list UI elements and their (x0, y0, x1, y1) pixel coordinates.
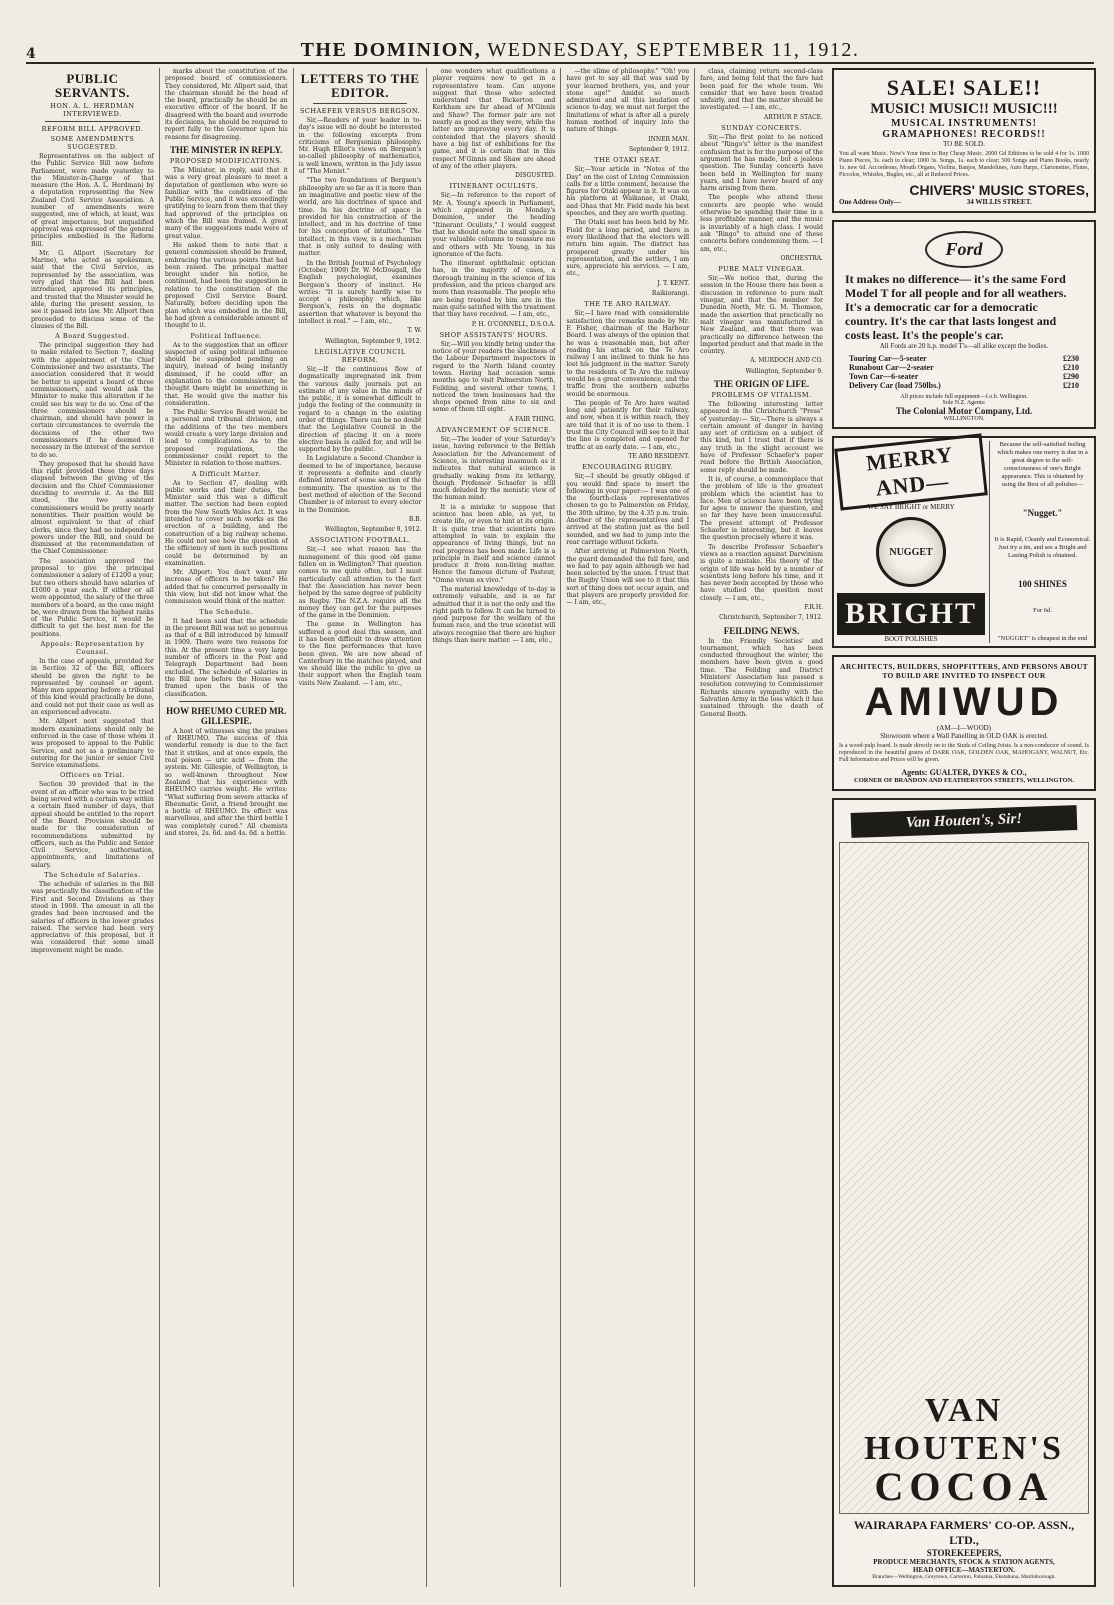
ford-logo: Ford (925, 231, 1002, 268)
ad-van-houtens-cocoa (832, 798, 1096, 1587)
sale-body: You all want Music. Now's Your time to Buy Cheap Music. 2000 Gd Editions to be sold 4 for 1s. 1000 Piano Pieces, 3s. each to clear; 1000 3s. Songs, 1s. each to clear; 500 Songs and Piano Books, nearly 1s. new 6d. Accordeons, Mouth Organs, Violins, Banjos, Mandolines, Auto Harps, Clarionettes, Flutes, Piccolos, Whistles, Bugles, etc., all at Reduced Prices. (839, 151, 1089, 178)
model-price: £210 (1063, 363, 1079, 372)
divider (313, 103, 408, 104)
issue-date: WEDNESDAY, SEPTEMBER 11, 1912. (487, 39, 860, 61)
letter-paragraph: The Otaki seat has been held by Mr. Field for a long period, and there is every likelihood that the electors will return him again. The district has prospered greatly under his representation, and the settlers, I am sure, appreciate his services. — I am, etc., (566, 219, 690, 278)
divider (45, 121, 140, 122)
letter-paragraph: Sir,—I see what reason has the management of this good old game fallen on in Wellington? That question comes to me quite often, but I must particularly call attention to the fact that the Association has never been helped by the same degree of publicity as Rugby. The N.Z.A. require all the money they can get for the purposes of the game in the Dominion. (298, 546, 422, 620)
letter-signature: B.B. (408, 515, 422, 523)
letter-paragraph: Sir,—If the continuous flow of dogmatically impregnated ink from the various daily journals put an estimate of any value in the minds of the public, it is somewhat difficult to judge the feeling of the community in regard to a change in the existing order of things. There can be no doubt that the Legislative Council in the direction of placing it on a more elective basis is called for, and will be supported by the public. (298, 365, 422, 454)
model-name: Town Car—6-seater (849, 372, 919, 381)
article-paragraph: The schedule of salaries in the Bill was practically the classification of the First and Second Divisions as they stood in 1908. The amount in all the grades had been increased and the salaries of officers in the lower grades raised. The service had been very appreciative of this proposal, but it was considered that some small improvement might be made. (31, 881, 154, 954)
ford-slogan: It makes no difference— it's the same Ford Model T for all people and for all weathers. It's a democratic car for a democratic country. It's the car that lasts longest and costs least. It's the people's car. (845, 272, 1067, 342)
section-heading: A Board Suggested. (55, 332, 130, 341)
article-paragraph: He asked them to note that a general commission should be framed, embracing the various points that had been raised. The principal matter brought under his notice, he continued, had been the suggestion in relation to the constitution of the proposed Civil Service Board. Naturally, before deciding upon the plan which was embodied in the Bill, he had given a considerable amount of thought to it. (164, 241, 288, 330)
headline-minister-reply: THE MINISTER IN REPLY. (170, 144, 283, 155)
model-name: Delivery Car (load 750lbs.) (849, 381, 941, 390)
chivers-footer (839, 182, 1089, 206)
sale-music: MUSIC! MUSIC!! MUSIC!!! (870, 101, 1058, 117)
ford-price-list (849, 354, 1079, 390)
amiwud-wordmark: AMIWUD (864, 680, 1064, 724)
letter-signature: DISGUSTED. (515, 172, 556, 180)
nugget-boot-polish: BOOT POLISHES (884, 635, 938, 643)
letter-paragraph: In the British Journal of Psychology (October, 1909) Dr. W. McDougall, the English psychologist, examines Bergson's theory of instinct. He writes: "It is surely hardly wise to accept a philosophy which, like Bergson's, rests on the dogmatic assertion that whatever is beyond the intellect is real." — I am, etc., (298, 259, 422, 326)
letter-signature: F.R.H. (804, 604, 823, 611)
article-paragraph: In the case of appeals, provided for in Section 32 of the Bill, officers should be given the right to be represented by counsel or agent. Many men appearing before a tribunal of this kind would practically be done, and could not put their case as well as an experienced advocate. (31, 658, 154, 717)
section-heading: Appeals: Representation by Counsel. (40, 640, 145, 656)
subheading: PROBLEMS OF VITALISM. (711, 390, 812, 399)
nugget-merry: MERRY AND— (834, 433, 988, 510)
letter-paragraph: "The two foundations of Bergson's philosophy are so far as it is more than an imaginative and poetic view of the world, are his doctrines of space and time. In his doctrine of space is provided for his construction of the intellect, and in his doctrine of time for his conception of intuition." The intellect, in this view, is a mechanism that is only suited to dealing with matter. (298, 177, 422, 258)
article-paragraph: It is, of course, a commonplace that the problem of life is the greatest problem which the scientist has to face. Men of science have been trying for ages to answer the question, and so far they have been unsuccessful. The present attempt of Professor Schaefer is interesting, but it leaves the question precisely where it was. (700, 475, 823, 542)
letter-paragraph: Sir,—Your article in "Notes of the Day" on the cost of Living Commission calls for a little comment, because the figures for Otaki appear in it. It was on his platform at Waikanae, at Otaki, and Ohau that Mr. Field made his best speeches, and they are worth quoting. (566, 166, 690, 218)
letter-paragraph: The material knowledge of to-day is extremely valuable, and is so far admitted that it is not the only and the right path to follow. It can be turned to good purpose for the welfare of the human race, and the true scientist will always recognise that there are higher things than mere matter. — I am, etc., (432, 586, 556, 645)
letter-signature: ORCHESTRA. (780, 254, 823, 262)
letter-heading: THE OTAKI SEAT. (594, 156, 662, 165)
page-number: 4 (26, 46, 36, 62)
wfc-office: HEAD OFFICE—MASTERTON. (913, 1566, 1015, 1574)
letter-paragraph: —the slime of philosophy." "Oh! you have got to say all that was said by your learned brothers, yes, and your stone age!" Amidst so much admiration and all this laudation of science to-day, we must not forget the limitations of what is after all a purely human method of inquiry into the nature of things. (566, 68, 690, 134)
headline-feilding-news: FEILDING NEWS. (723, 625, 800, 636)
column-4 (427, 68, 561, 1587)
letter-paragraph: Sir,—In reference to the report of Mr. A. Young's speech in Parliament, which appeared in Monday's Dominion, under the heading "Itinerant Oculists," I would suggest that he should note the small space in your valuable columns to reassure me and others with Mr. Young, in his ignorance of the facts. (432, 192, 556, 258)
letter-heading: SUNDAY CONCERTS. (721, 124, 802, 133)
chivers-store (909, 182, 1089, 206)
van-houten-tagline: Van Houten's, Sir! (851, 805, 1078, 838)
ford-company: The Colonial Motor Company, Ltd. (895, 406, 1033, 416)
article-paragraph: The principal suggestion they had to make related to Section 7, dealing with the appointment of the Chief Commissioner and two assistants. The association considered that it would be better to appoint a board of three commissioners, and would ask the Minister to make this alteration if he could see his way to do so. One of the three commissioners should be chairman, and should have power in certain circumstances to overrule the decisions of the other two commissioners if he deemed it necessary in the interest of the service to do so. (31, 342, 154, 459)
wfc-line: PRODUCE MERCHANTS, STOCK & STATION AGENTS, (873, 1558, 1055, 1566)
nugget-copy-3: "NUGGET" is cheapest in the end (997, 634, 1088, 642)
letter-signature: A. MURDOCH AND CO. (750, 357, 823, 365)
article-paragraph: As to Section 47, dealing with public works and their duties, the Minister said this was a difficult matter. The section had been copied from the New South Wales Act. It was intended to cover such works as the erection of a building, and the construction of a big railway scheme. He could not see how the question of the efficiency of men in such positions could be determined by an examination. (164, 479, 288, 567)
nugget-for: For 6d. (1033, 607, 1052, 615)
nugget-we-say: WE SAY BRIGHT or MERRY (867, 503, 955, 511)
advertisement-column (832, 68, 1096, 1587)
article-paragraph: A host of witnesses sing the praises of RHEUMO. The success of this wonderful remedy is due to the fact that it strikes, and at once expels, the real poison — uric acid — from the system. Mr. Gillespie, of Wellington, is so well-known throughout New Zealand that his experience with RHEUMO carries weight. He writes: "What suffering from severe attacks of Rheumatic Gout, a friend brought me a bottle of RHEUMO. Its effect was marvellous, and after the third bottle I was completely cured." All chemists and stores, 2s. 6d. and 4s. 6d. a bottle. (164, 727, 288, 838)
sale-to-be-sold: TO BE SOLD. (943, 140, 985, 148)
letter-signature: ARTHUR P. STACE. (763, 113, 823, 121)
masthead (26, 36, 1094, 64)
article-paragraph: The association approved the proposal to give the principal commissioner a salary of £1200 a year, but two others should have salaries of £1000 a year each. If either or all were appointed, the salary of the three members of a board, as the case might be, were drawn from the highest ranks of the Public Service, it would be difficult to get the best men for the positions. (31, 557, 154, 638)
letter-heading: LEGISLATIVE COUNCIL REFORM. (314, 347, 406, 364)
headline-letters: LETTERS TO THE EDITOR. (300, 71, 420, 100)
letter-date: Wellington, September 9. (745, 367, 823, 375)
letter-heading: ITINERANT OCULISTS. (449, 182, 539, 191)
ad-chivers-music-sale (832, 68, 1096, 213)
amiwud-pronunciation: (AM—I—WOOD) (936, 724, 992, 732)
letter-paragraph: The itinerant ophthalmic optician has, in the majority of cases, a thorough training in the science of his profession, and the prices charged are more than reasonable. The people who are being treated by him are in the main quite satisfied with the treatment that they have received. — I am, etc., (432, 260, 556, 319)
article-paragraph: Section 39 provided that in the event of an officer who was to be tried being served with a certain way within a certain fixed number of days, that appeal should be entitled to the report of the Board. Provision should be made for the consideration of recommendations submitted by officers, such as the Public and Senior Civil Service, authorisation, appointments, and limitations of salary. (31, 781, 154, 869)
letter-paragraph: The people who attend these concerts are people who would otherwise be spending their time in a less profitable manner, and the music is invariably of a high class. I would ask "Ringo" to attend one of these concerts before condemning them. — I am, etc., (700, 194, 823, 253)
section-heading: The Schedule. (199, 607, 253, 616)
letter-paragraph: In Legislature a Second Chamber is deemed to be of importance, because it represents a definite and clearly defined interest of some section of the community. The question as to the best method of election of the Second Chamber is of interest to every elector in the Dominion. (298, 455, 422, 514)
van-word: VAN (924, 1392, 1004, 1429)
ford-price-line: All Fords are 20 h.p. model T's—all alike except the bodies. (879, 342, 1049, 350)
letter-paragraph: The game in Wellington has suffered a good deal this season, and it has been difficult to draw attention to the fine performances that have been given. We are now ahead of Canterbury in the matches played, and we should like the public to give us their support when the English team visits New Zealand. — I am, etc., (298, 621, 422, 687)
ford-note: All prices include full equipment—f.o.b. Wellington. (900, 394, 1028, 400)
article-paragraph: Representatives on the subject of the Public Service Bill now before Parliament, were made yesterday to the Minister-in-Charge of that measure (the Hon. A. L. Herdman) by a deputation representing the New Zealand Civil Service Association. A number of amendments were suggested, one of which, at least, was of great importance, but unqualified approval was expressed of the general principles embodied in the Reform Bill. (31, 153, 154, 248)
letter-heading: ASSOCIATION FOOTBALL. (309, 536, 411, 545)
column-6 (695, 68, 828, 1587)
subheading: REFORM BILL APPROVED. (41, 125, 144, 133)
letter-heading: PURE MALT VINEGAR. (718, 265, 805, 274)
article-paragraph: marks about the constitution of the proposed board of commissioners. They considered, Mr. Allport said, that the chairman should be the head of the board, practically he should be an executive officer of the board. If he disagreed with the board and overrode its decisions, he should be required to report fully to the Governor upon his reasons for disagreeing. (164, 68, 288, 141)
letter-paragraph: Sir,—We notice that, during the session in the House there has been a discussion in reference to pure malt vinegar, and that the member for Dunedin North, Mr. G. M. Thomson, made the assertion that practically no malt vinegar was manufactured in New Zealand, and that there was practically no difference between the imported product and that made in the country. (700, 275, 823, 356)
nugget-bright: BRIGHT (837, 593, 985, 635)
letter-paragraph: Sir,—I have read with considerable satisfaction the remarks made by Mr. F. Fisher, chairman of the Harbour Board. I was always of the opinion that he was a reasonable man, but after reading his attack on the Te Aro railway I am inclined to think he has lost his judgment in the matter. Surely to the residents of Te Aro the railway would be a great convenience, and the traffic from the southern suburbs would be enormous. (566, 310, 690, 398)
article-paragraph: To describe Professor Schaefer's views as a reaction against Darwinism is quite a mistake. His theory of the origin of life was held by a number of scientists long before his time, and it has never been accepted by those who have studied the question most closely. — I am, etc., (700, 543, 823, 602)
van-houten-artwork (839, 842, 1089, 1514)
ad-amiwud (832, 655, 1096, 791)
subheading: HON. A. L. HERDMAN INTERVIEWED. (50, 102, 135, 118)
section-heading: Officers on Trial. (59, 771, 125, 780)
amiwud-showroom: Showroom where a Wall Panelling in OLD OAK is erected. (880, 732, 1048, 740)
article-paragraph: Mr. G. Allport (Secretary for Marine), who acted as spokesman, said that the Civil Service, as represented by the association, was very glad that the Bill had been introduced, approved its principles, and trusted that the Minister would be able, during the present session, to see it passed into law. Mr. Allport then proceeded to discuss some of the clauses of the Bill. (31, 249, 154, 330)
letter-paragraph: It is a mistake to suppose that science has been able, as yet, to create life, or even to hint at its origin. It is quite true that scientists have attempted in vain to explain the appearance of living things, but no real progress has been made. Life is a principle in itself and science cannot produce it from non-living matter. Hence the famous dictum of Pasteur, "Omne vivum ex vivo." (432, 503, 556, 584)
nugget-word: "Nugget." (1022, 507, 1063, 518)
nugget-copy-1: Because the self-satisfied feeling which makes one merry is due in a great degree to the self-consciousness of one's Bright appearance. This is obtained by using the Best of all polishes— (997, 441, 1088, 488)
headline-rheumo: HOW RHEUMO CURED MR. GILLESPIE. (166, 705, 287, 726)
letter-heading: THE TE ARO RAILWAY. (584, 300, 672, 309)
article-paragraph: The Public Service Board would be a personal and tribunal division, and the additions of the two members would create a very large division and lead to complications. As to the proposed regulations, the commissioner could report to the Minister in relation to those matters. (164, 409, 288, 468)
chivers-address: 34 WILLIS STREET. (966, 198, 1032, 206)
sale-title: SALE! SALE!! (886, 75, 1042, 100)
wfc-branches: Branches—Wellington, Greytown, Carterton, Pahiatua, Eketahuna, Martinborough. (872, 1574, 1056, 1580)
chivers-name: CHIVERS' MUSIC STORES, (909, 182, 1089, 198)
sale-instruments: MUSICAL INSTRUMENTS! (891, 118, 1037, 129)
model-name: Touring Car—5-seater (849, 354, 927, 363)
amiwud-agents: Agents: GUALTER, DYKES & CO., (901, 768, 1027, 777)
letter-signature: P. H. O'CONNELL, D.S.O.A. (471, 320, 556, 328)
houtens-word: HOUTEN'S (864, 1430, 1064, 1467)
section-heading: The Schedule of Salaries. (44, 871, 141, 880)
letter-paragraph: Sir,—Readers of your leader in to-day's issue will no doubt be interested in the following excerpts from criticisms of Bergsonian philosophy. Mr. Hugh Elliot's views on Bergson's so-called philosophy of mathematics, is well known, written in the July issue of "The Monist." (298, 117, 422, 176)
cocoa-word: COCOA (874, 1464, 1054, 1509)
nugget-shines: 100 SHINES (1018, 578, 1067, 589)
polish-tin-icon: NUGGET (876, 517, 946, 587)
letter-heading: SCHAEFER VERSUS BERGSON. (299, 107, 421, 115)
letter-paragraph: one wonders what qualifications a player requires now to get in a representative team. Can anyone suggest that those who selected understand that Bickerton and Kerkham are far ahead of M'Ginnis and Shaw? The former pair are not nearly as good as they were, while the latter are improving every day. It is contended that the players should have a big list of exhibitions for the game, and it is certain that in this respect M'Ginnis and Shaw are ahead of any of the other players. (432, 68, 556, 170)
article-paragraph: Mr. Allport: You don't want any increase of officers to be taken? He added that he concurred personally in this view, but did not know what the commission would think of the matter. (164, 569, 288, 606)
letter-paragraph: The people of Te Aro have waited long and patiently for their railway, and now, when it is within reach, they are told that it is of no use to them. I trust the City Council will see to it that the line is completed and opened for traffic at an early date. — I am, etc., (566, 399, 690, 451)
letter-signature: J. T. KENT. (657, 279, 690, 287)
article-paragraph: Mr. Allport next suggested that modern examinations should only be enforced in the case of those whom it was proposed to appeal to the Public Service, and not as a preliminary to entering for the junior or senior Civil Service examinations. (31, 718, 154, 770)
letter-date: September 9, 1912. (629, 145, 690, 153)
one-address-label: One Address Only— (839, 198, 901, 206)
headline-origin-of-life: THE ORIGIN OF LIFE. (713, 378, 810, 389)
subheading: SOME AMENDMENTS SUGGESTED. (50, 135, 135, 151)
letter-heading: ADVANCEMENT OF SCIENCE. (436, 426, 552, 435)
nugget-copy (989, 441, 1091, 643)
article-paragraph: As to the suggestion that an officer suspected of using political influence should be suspended pending an inquiry, instead of being instantly dismissed, if he could offer an explanation to the commissioner, he thought there might be something in that. He would give the matter his consideration. (164, 341, 288, 407)
letter-paragraph: After arriving at Palmerston North, the guard demanded the full fare, and we had to pay again although we had been selected by the union. I trust that the Rugby Union will see to it that this sort of thing does not occur again, and that players are properly provided for. — I am, etc., (566, 548, 690, 607)
ford-agent-label: Sole N.Z. Agents: (942, 400, 986, 406)
nugget-copy-2: It is Rapid, Cleanly and Economical. Just try a tin, and see a Bright and Lasting Polish is obtained. (994, 536, 1091, 560)
section-heading: PROPOSED MODIFICATIONS. (169, 156, 283, 165)
letter-heading: SHOP ASSISTANTS' HOURS. (439, 330, 549, 339)
letter-place: Raikiorangi. (651, 290, 690, 298)
amiwud-details: Is a wood-pulp board. Is made directly on to the Studs of Ceiling Joists. Is a non-conductor of sound. Is reproduced in the beautiful grains of DARK OAK, GOLDEN OAK, MAHOGANY, WALNUT, Etc. Full Information and Prices will be given. (839, 743, 1089, 763)
letter-paragraph: class, claiming return second-class fare, and being told that the fare had been paid for the whole team. We consider that we have been treated unfairly, and that the matter should be investigated. — I am, etc., (700, 68, 823, 112)
letter-paragraph: Sir,—The leader of your Saturday's issue, having reference to the British Association for the Advancement of Science, is interesting inasmuch as it indicates that natural science is gradually waking from its lethargy, though Professor Schaefer is still much deluded by the monistic view of the human mind. (432, 436, 556, 502)
price-row (849, 354, 1079, 363)
sale-gramophones: GRAMAPHONES! RECORDS!! (882, 129, 1046, 140)
column-2 (160, 68, 294, 1587)
ad-nugget-polish (832, 436, 1096, 648)
amiwud-address: CORNER OF BRANDON AND FEATHERSTON STREETS, WELLINGTON. (854, 777, 1074, 784)
section-heading: Political Influence. (190, 331, 263, 340)
letter-paragraph: Sir,—The first point to be noticed about "Ringo's" letter is the manifest confusion that is for the purpose of the argument he has made, but a jealous question. The Sunday concerts have been held in Wellington for many years, and I have never heard of any harm arising from them. (700, 134, 823, 193)
letter-signature: T. W. (407, 327, 422, 335)
ford-place: WELLINGTON. (943, 416, 985, 422)
masthead-title (66, 39, 1094, 62)
divider (179, 701, 274, 702)
model-name: Runabout Car—2-seater (849, 363, 934, 372)
letter-heading: ENCOURAGING RUGBY. (582, 463, 674, 472)
wfc-company: WAIRARAPA FARMERS' CO-OP. ASSN., LTD., (853, 1518, 1075, 1547)
price-row (849, 363, 1079, 372)
letter-signature: TE ARO RESIDENT. (628, 452, 690, 460)
letter-signature: A FAIR THING. (508, 415, 556, 423)
letter-signature: INNER MAN. (648, 135, 690, 143)
letter-date: Wellington, September 9, 1912. (324, 526, 422, 534)
ad-ford-model-t (832, 220, 1096, 429)
article-paragraph: In the Friendly Societies' and tournament, which has been conducted throughout the winter, the members have been given a good time. The Feilding and District Ministers' Association has passed a resolution conveying to Commissioner Richards sincere sympathy with the Salvation Army in the loss which it has sustained through the death of General Booth. (700, 637, 823, 718)
nugget-artwork (837, 441, 985, 643)
article-paragraph: They proposed that he should have this right provided those three days elapsed between the giving of the decision and the Chief Commissioner deciding to overrule it. As the Bill stood, the two assistant commissioners would be pretty nearly nonentities. Their position would be almost equivalent to that of chief clerks, since they had no independent powers under the Bill, and could be dismissed at the recommendation of the Chief Commissioner. (31, 460, 154, 556)
model-price: £210 (1063, 381, 1079, 390)
column-1 (26, 68, 160, 1587)
letter-paragraph: Sir,—Will you kindly bring under the notice of your readers the slackness of the Labour Department inspectors in regard to the North Island country towns. Having had occasion some months ago to visit Palmerston North, Feilding, and several other towns, I noticed the town businesses had the shops opened from nine to six and some of them till eight. (432, 340, 556, 414)
wfc-role: STOREKEEPERS, (926, 1548, 1002, 1558)
letter-paragraph: Sir,—I should be greatly obliged if you would find space to insert the following in your paper:— I was one of the fourth-class representatives chosen to go to Palmerston on Friday, the 30th ultimo, by the 4.35 p.m. train. Another of the representatives and I arrived at the station just as the bell sounded, and we had to jump into the rear carriage without tickets. (566, 473, 690, 546)
section-heading: A Difficult Matter. (191, 469, 261, 478)
article-paragraph: The following interesting letter appeared in the Christchurch "Press" of yesterday:— Sir,—There is always a certain amount of danger in having any sort of criticism on a subject of this kind, but I trust that if there is any truth in the slight account we have of Professor Schaefer's paper read before the British Association, some reply should be made. (700, 400, 823, 474)
paper-name: THE DOMINION, (300, 39, 482, 61)
price-row (849, 372, 1079, 381)
article-paragraph: The Minister, in reply, said that it was a very great pleasure to meet a deputation of gentlemen who were so familiar with the conditions of the Public Service, and it was exceedingly gratifying to learn from them that they had approved of the principles on which the Bill was framed. A great many of the suggestions made were of great value. (164, 166, 288, 240)
column-3 (294, 68, 428, 1587)
amiwud-header: ARCHITECTS, BUILDERS, SHOPFITTERS, AND PERSONS ABOUT TO BUILD ARE INVITED TO INSPECT OUR (840, 662, 1088, 680)
letter-date: Christchurch, September 7, 1912. (719, 614, 823, 622)
news-columns (26, 68, 828, 1587)
letter-date: Wellington, September 9, 1912. (324, 337, 422, 345)
headline-public-servants: PUBLIC SERVANTS. (54, 71, 130, 100)
price-row (849, 381, 1079, 390)
column-5 (561, 68, 695, 1587)
model-price: £230 (1063, 354, 1079, 363)
model-price: £290 (1063, 372, 1079, 381)
article-paragraph: It had been said that the schedule in the present Bill was not so generous as that of a Bill introduced by himself in 1909. There were two reasons for this. At the present time a very large number of officers in the Post and Telegraph Department had been excluded. The schedule of salaries in the Bill now before the House was framed upon the basis of the classification. (164, 617, 288, 698)
